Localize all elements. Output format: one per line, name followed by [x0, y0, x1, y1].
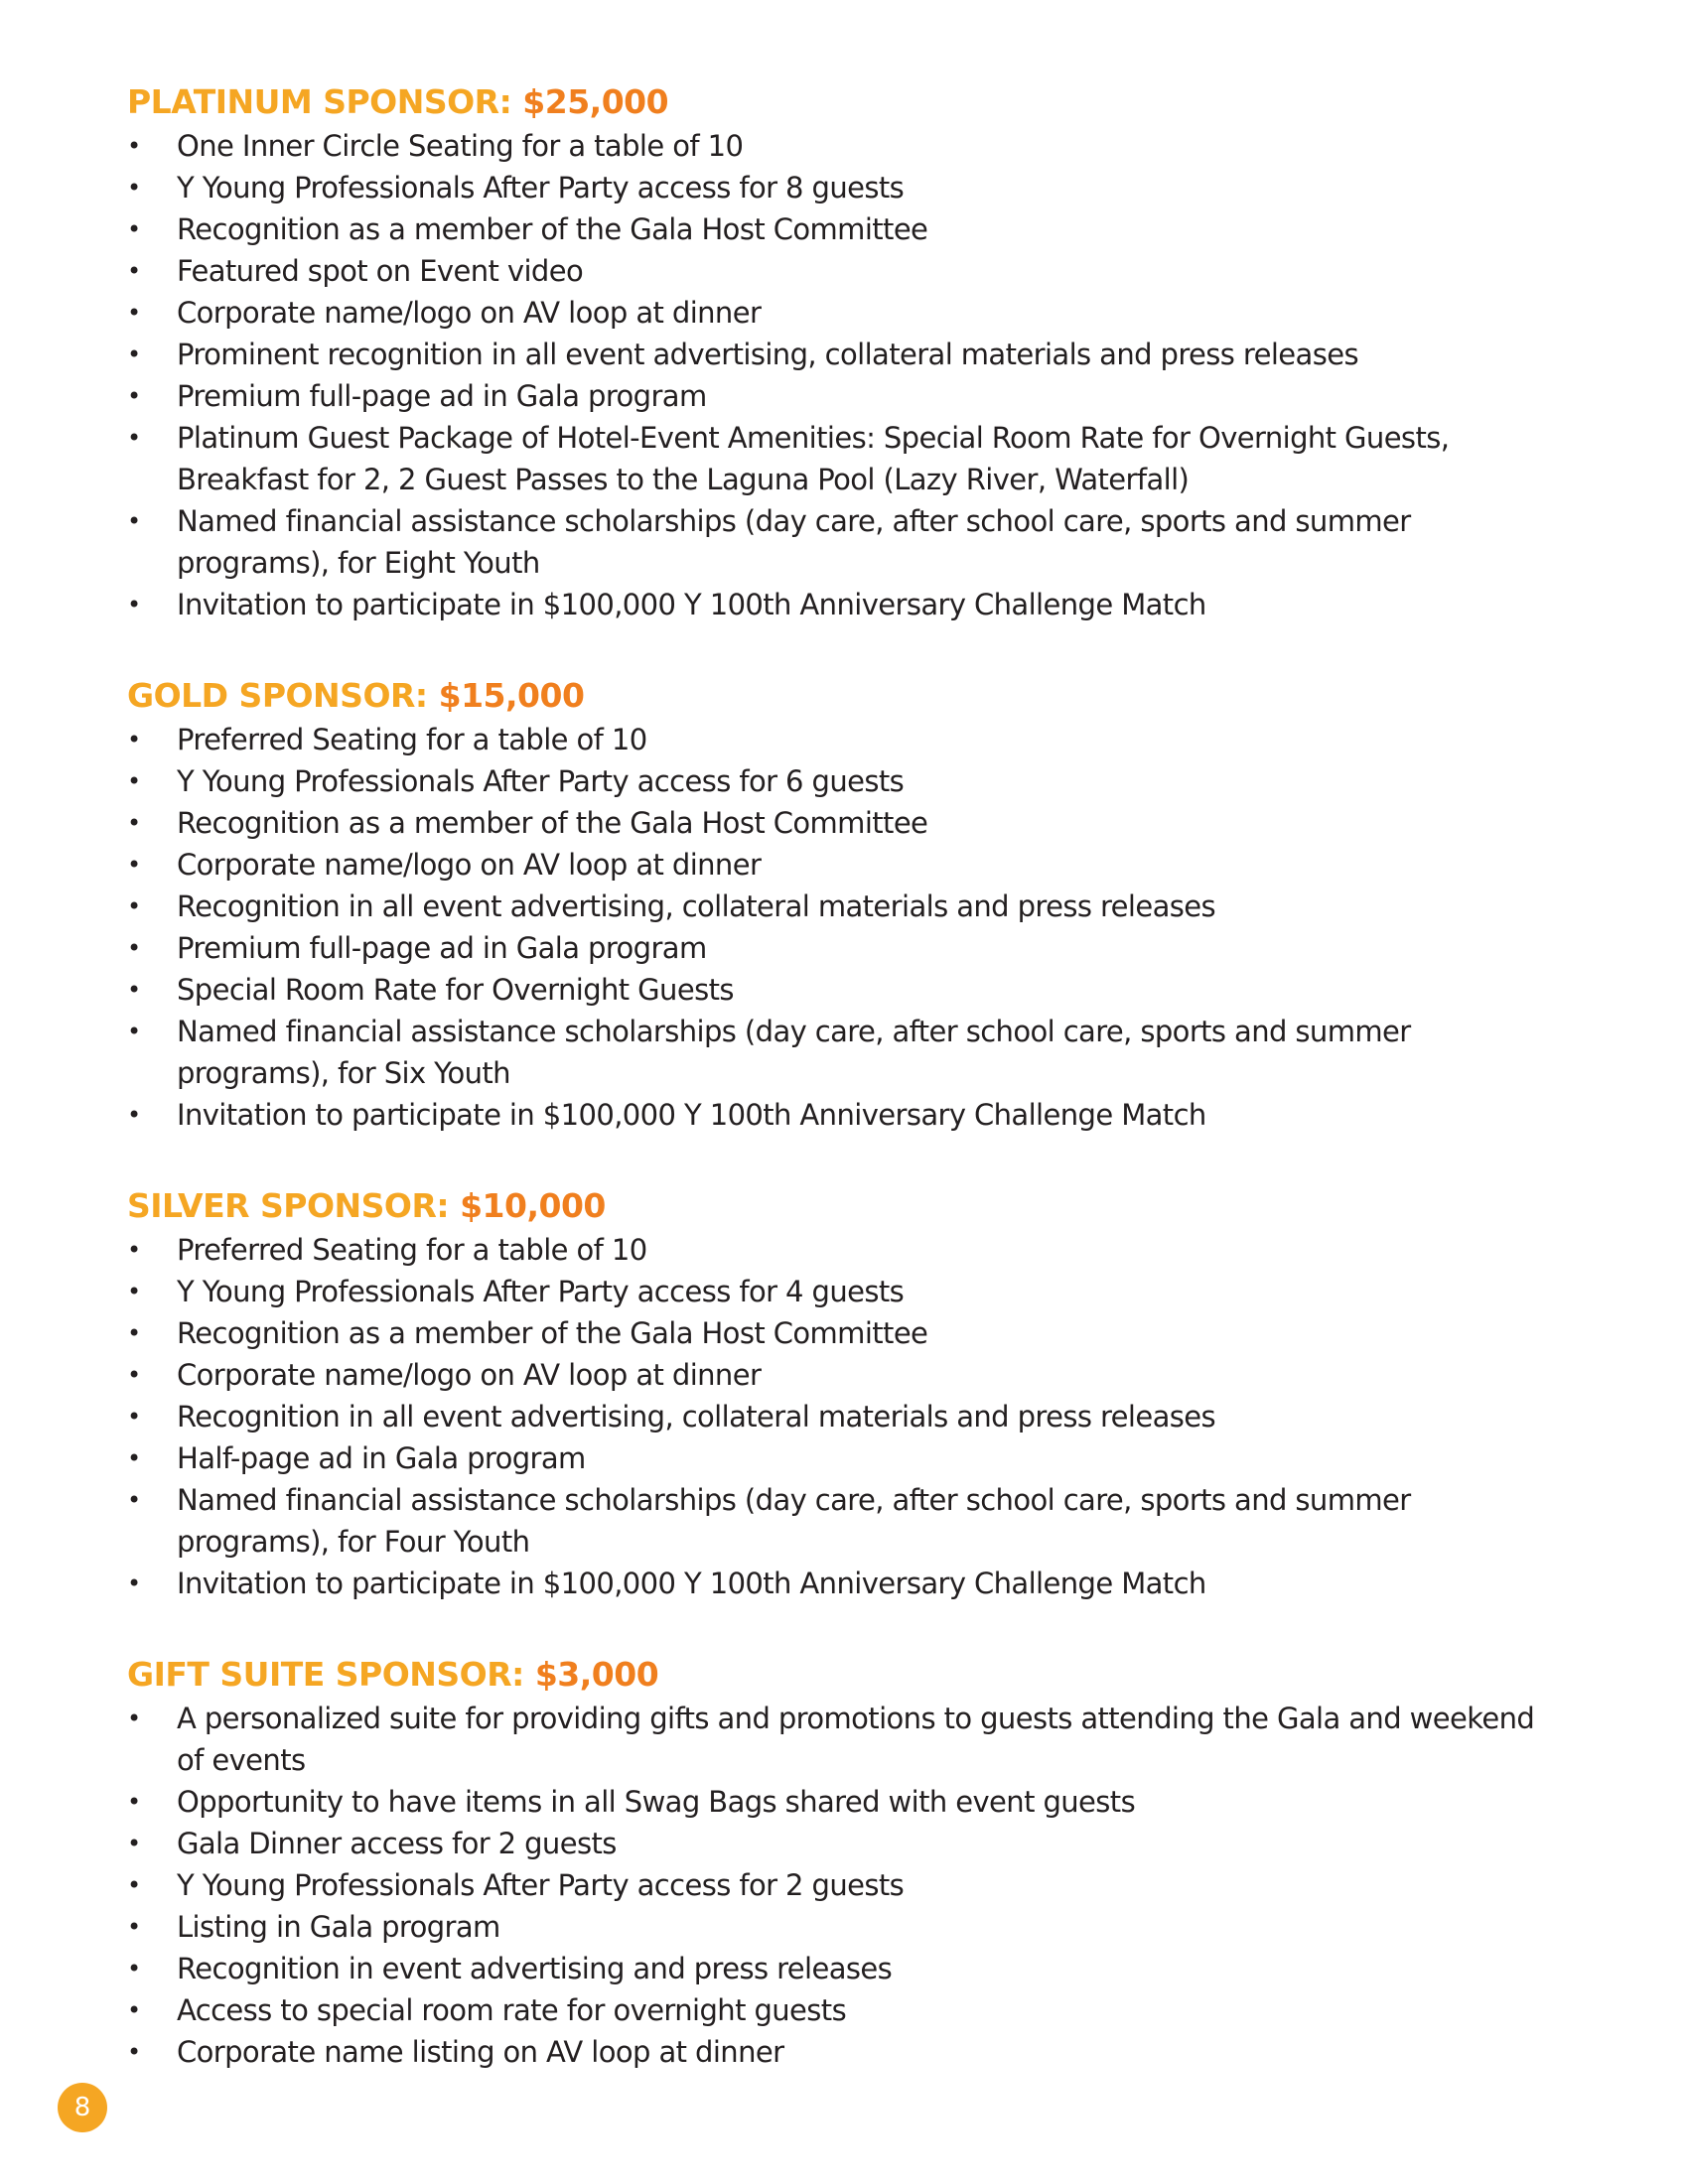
benefit-item	[127, 292, 1557, 334]
benefit-list	[127, 719, 1577, 1136]
bullet-icon: •	[127, 767, 141, 795]
bullet-icon: •	[127, 1444, 141, 1472]
bullet-icon: •	[127, 507, 141, 535]
bullet-icon: •	[127, 1486, 141, 1514]
bullet-icon: •	[127, 299, 141, 327]
sponsor-amount: $3,000	[534, 1655, 659, 1694]
bullet-icon: •	[127, 1705, 141, 1732]
benefit-item	[127, 1479, 1557, 1563]
bullet-icon: •	[127, 424, 141, 452]
benefit-item	[127, 1698, 1557, 1781]
benefit-text: Access to special room rate for overnight guests	[177, 1993, 847, 2027]
benefit-text: Featured spot on Event video	[177, 254, 584, 288]
benefit-text: Preferred Seating for a table of 10	[177, 1233, 647, 1267]
benefit-text: A personalized suite for providing gifts and promotions to guests attending the Gala and weekend of events	[177, 1702, 1535, 1777]
bullet-icon: •	[127, 851, 141, 879]
bullet-icon: •	[127, 1830, 141, 1857]
benefit-item	[127, 1563, 1557, 1604]
sponsor-tier-label: GIFT SUITE SPONSOR:	[127, 1655, 524, 1694]
bullet-icon: •	[127, 2038, 141, 2066]
benefit-text: Invitation to participate in $100,000 Y 100th Anniversary Challenge Match	[177, 1567, 1206, 1600]
benefit-text: Recognition as a member of the Gala Host Committee	[177, 806, 928, 840]
bullet-icon: •	[127, 1871, 141, 1899]
sponsor-section	[127, 1183, 1577, 1604]
page-number-badge: 8	[58, 2083, 107, 2132]
sponsorship-page	[127, 79, 1577, 2120]
bullet-icon: •	[127, 174, 141, 202]
benefit-text: Opportunity to have items in all Swag Bags shared with event guests	[177, 1785, 1136, 1819]
bullet-icon: •	[127, 341, 141, 368]
benefit-item	[127, 1312, 1557, 1354]
bullet-icon: •	[127, 934, 141, 962]
benefit-list	[127, 125, 1577, 625]
benefit-text: Y Young Professionals After Party access for 8 guests	[177, 171, 905, 205]
benefit-item	[127, 167, 1557, 208]
benefit-text: Named financial assistance scholarships (day care, after school care, sports and summer programs), for Four Youth	[177, 1483, 1411, 1559]
bullet-icon: •	[127, 1788, 141, 1816]
bullet-icon: •	[127, 1996, 141, 2024]
sponsor-tier-label: GOLD SPONSOR:	[127, 676, 428, 715]
benefit-item	[127, 1396, 1557, 1437]
benefit-item	[127, 584, 1557, 625]
benefit-item	[127, 500, 1557, 584]
bullet-icon: •	[127, 1101, 141, 1129]
benefit-text: Recognition in event advertising and press releases	[177, 1952, 893, 1985]
sponsor-tier-label: SILVER SPONSOR:	[127, 1186, 450, 1225]
benefit-item	[127, 1823, 1557, 1864]
bullet-icon: •	[127, 1955, 141, 1982]
sponsor-tier-label: PLATINUM SPONSOR:	[127, 82, 512, 121]
benefit-text: Y Young Professionals After Party access for 4 guests	[177, 1275, 905, 1308]
bullet-icon: •	[127, 382, 141, 410]
sponsor-heading	[127, 79, 1577, 125]
sponsor-heading	[127, 1183, 1577, 1229]
benefit-text: Corporate name/logo on AV loop at dinner	[177, 848, 762, 882]
benefit-text: Y Young Professionals After Party access for 6 guests	[177, 764, 905, 798]
benefit-item	[127, 719, 1557, 760]
benefit-item	[127, 334, 1557, 375]
benefit-text: Prominent recognition in all event advertising, collateral materials and press releases	[177, 338, 1358, 371]
benefit-list	[127, 1229, 1577, 1604]
sponsor-section	[127, 79, 1577, 625]
bullet-icon: •	[127, 1236, 141, 1264]
sponsor-amount: $10,000	[460, 1186, 606, 1225]
benefit-text: Premium full-page ad in Gala program	[177, 379, 707, 413]
benefit-text: Corporate name/logo on AV loop at dinner	[177, 296, 762, 330]
benefit-text: Recognition as a member of the Gala Host Committee	[177, 212, 928, 246]
bullet-icon: •	[127, 1018, 141, 1045]
sponsor-section	[127, 1652, 1577, 2073]
bullet-icon: •	[127, 726, 141, 753]
bullet-icon: •	[127, 976, 141, 1004]
benefit-item	[127, 1864, 1557, 1906]
sponsor-section	[127, 673, 1577, 1136]
bullet-icon: •	[127, 132, 141, 160]
bullet-icon: •	[127, 257, 141, 285]
benefit-item	[127, 1354, 1557, 1396]
benefit-item	[127, 250, 1557, 292]
benefit-text: Listing in Gala program	[177, 1910, 500, 1944]
benefit-text: Premium full-page ad in Gala program	[177, 931, 707, 965]
benefit-item	[127, 1948, 1557, 1989]
benefit-item	[127, 125, 1557, 167]
bullet-icon: •	[127, 1913, 141, 1941]
sponsor-sections	[127, 79, 1577, 2073]
bullet-icon: •	[127, 892, 141, 920]
benefit-item	[127, 969, 1557, 1011]
benefit-item	[127, 1989, 1557, 2031]
benefit-item	[127, 1906, 1557, 1948]
benefit-text: Invitation to participate in $100,000 Y 100th Anniversary Challenge Match	[177, 1098, 1206, 1132]
benefit-item	[127, 1011, 1557, 1094]
bullet-icon: •	[127, 1570, 141, 1597]
benefit-text: One Inner Circle Seating for a table of 10	[177, 129, 744, 163]
bullet-icon: •	[127, 1319, 141, 1347]
benefit-text: Special Room Rate for Overnight Guests	[177, 973, 734, 1007]
sponsor-heading	[127, 673, 1577, 719]
sponsor-amount: $25,000	[522, 82, 669, 121]
bullet-icon: •	[127, 591, 141, 618]
benefit-text: Recognition in all event advertising, collateral materials and press releases	[177, 889, 1216, 923]
bullet-icon: •	[127, 1403, 141, 1431]
benefit-item	[127, 886, 1557, 927]
benefit-item	[127, 760, 1557, 802]
sponsor-amount: $15,000	[438, 676, 585, 715]
benefit-item	[127, 1094, 1557, 1136]
benefit-item	[127, 802, 1557, 844]
benefit-item	[127, 1437, 1557, 1479]
benefit-text: Platinum Guest Package of Hotel-Event Amenities: Special Room Rate for Overnight Guests, Breakfast for 2, 2 Guest Passes to the Laguna Pool (Lazy River, Waterfall)	[177, 421, 1450, 496]
benefit-item	[127, 844, 1557, 886]
benefit-text: Half-page ad in Gala program	[177, 1441, 586, 1475]
benefit-item	[127, 208, 1557, 250]
benefit-item	[127, 927, 1557, 969]
benefit-text: Recognition as a member of the Gala Host Committee	[177, 1316, 928, 1350]
benefit-list	[127, 1698, 1577, 2073]
sponsor-heading	[127, 1652, 1577, 1698]
benefit-text: Named financial assistance scholarships (day care, after school care, sports and summer programs), for Eight Youth	[177, 504, 1411, 580]
benefit-item	[127, 375, 1557, 417]
benefit-item	[127, 2031, 1557, 2073]
bullet-icon: •	[127, 1361, 141, 1389]
benefit-text: Corporate name listing on AV loop at dinner	[177, 2035, 784, 2069]
benefit-text: Named financial assistance scholarships (day care, after school care, sports and summer programs), for Six Youth	[177, 1015, 1411, 1090]
bullet-icon: •	[127, 1278, 141, 1305]
benefit-text: Preferred Seating for a table of 10	[177, 723, 647, 756]
benefit-text: Recognition in all event advertising, collateral materials and press releases	[177, 1400, 1216, 1433]
benefit-item	[127, 1271, 1557, 1312]
benefit-item	[127, 417, 1557, 500]
benefit-item	[127, 1781, 1557, 1823]
bullet-icon: •	[127, 215, 141, 243]
benefit-item	[127, 1229, 1557, 1271]
benefit-text: Gala Dinner access for 2 guests	[177, 1827, 617, 1860]
benefit-text: Y Young Professionals After Party access for 2 guests	[177, 1868, 905, 1902]
benefit-text: Corporate name/logo on AV loop at dinner	[177, 1358, 762, 1392]
benefit-text: Invitation to participate in $100,000 Y 100th Anniversary Challenge Match	[177, 588, 1206, 621]
bullet-icon: •	[127, 809, 141, 837]
